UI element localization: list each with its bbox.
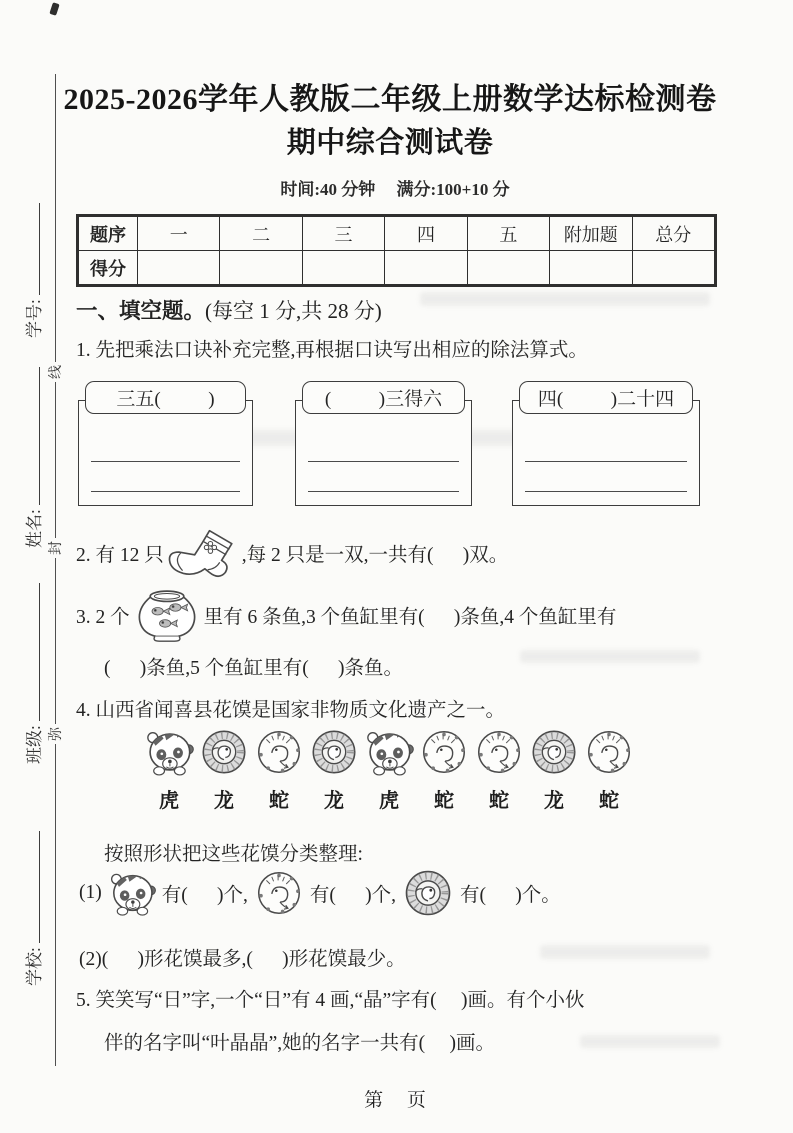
bun-item: [417, 723, 471, 813]
question-3-line-2: ( )条鱼,5 个鱼缸里有( )条鱼。: [104, 658, 403, 679]
dragon-bun-icon: [307, 723, 361, 781]
rhyme-box-2: [295, 381, 472, 506]
column-3: 三: [302, 217, 384, 251]
score-cell: [138, 251, 220, 285]
rhyme-box-3-label: 四( )二十四: [519, 381, 693, 414]
answer-line: [308, 461, 459, 462]
bun-label: 虎: [159, 790, 179, 812]
bun-item: [362, 723, 416, 813]
score-cell: [302, 251, 384, 285]
rhyme-box-1-body: [78, 400, 253, 506]
rhyme-box-3: [512, 381, 700, 506]
answer-line: [308, 491, 459, 492]
seal-char-xian: 线: [45, 362, 65, 382]
score-table-header-row: [79, 217, 715, 251]
question-3-line-1: 3. 2 个 里有 6 条鱼,3 个鱼缸里有( )条鱼,4 个鱼缸里有: [76, 586, 616, 644]
question-4-sub-2: (2)( )形花馍最多,( )形花馍最少。: [79, 949, 406, 970]
scan-ink-mark: [49, 2, 59, 16]
bun-item: [307, 723, 361, 813]
snake-bun-icon: [417, 723, 471, 781]
class-label: 班级:: [25, 725, 44, 764]
question-5-line-1: 5. 笑笑写“日”字,一个“日”有 4 画,“晶”字有( )画。有个小伙: [76, 990, 585, 1011]
bun-label: 蛇: [269, 790, 289, 812]
section-1-heading: [76, 294, 382, 325]
answer-line: [91, 491, 240, 492]
seal-char-mi: 弥: [45, 724, 65, 744]
class-blank: [21, 583, 40, 721]
question-order-label: 题序: [79, 217, 138, 251]
score-cell: [467, 251, 549, 285]
flower-bun-row: [142, 723, 636, 813]
bleed-through-smudge: [580, 1035, 720, 1048]
question-1-text: 1. 先把乘法口诀补充完整,再根据口诀写出相应的除法算式。: [76, 340, 588, 361]
answer-line: [91, 461, 240, 462]
column-4: 四: [385, 217, 467, 251]
dragon-bun-icon: [197, 723, 251, 781]
rhyme-box-2-label: ( )三得六: [302, 381, 465, 414]
time-score-info: 时间:40 分钟 满分:100+10 分: [280, 180, 510, 199]
score-cell: [550, 251, 632, 285]
tiger-bun-icon: [362, 723, 416, 781]
school-field: [20, 831, 45, 986]
column-1: 一: [138, 217, 220, 251]
seal-char-feng: 封: [45, 538, 65, 558]
column-5: 五: [467, 217, 549, 251]
question-4-sort-text: 按照形状把这些花馍分类整理:: [104, 844, 363, 865]
tiger-bun-icon: [106, 866, 158, 920]
bun-label: 虎: [379, 790, 399, 812]
bun-label: 龙: [214, 790, 234, 812]
column-2: 二: [220, 217, 302, 251]
column-bonus: 附加题: [550, 217, 632, 251]
score-cell: [632, 251, 714, 285]
bleed-through-smudge: [420, 292, 710, 306]
bun-item: [527, 723, 581, 813]
question-4-text: 4. 山西省闻喜县花馍是国家非物质文化遗产之一。: [76, 700, 506, 721]
snake-bun-icon: [472, 723, 526, 781]
bun-label: 龙: [544, 790, 564, 812]
section-1-note: (每空 1 分,共 28 分): [205, 299, 382, 323]
sock-icon: [164, 525, 242, 581]
tiger-bun-icon: [142, 723, 196, 781]
column-total: 总分: [632, 217, 714, 251]
name-blank: [21, 367, 40, 505]
score-cell: [385, 251, 467, 285]
name-field: [20, 367, 45, 548]
section-1-title: 一、填空题。: [76, 299, 206, 323]
bun-item: [582, 723, 636, 813]
dragon-bun-icon: [400, 864, 456, 922]
fishbowl-icon: [134, 586, 200, 644]
bun-item: [197, 723, 251, 813]
student-id-field: [20, 203, 45, 338]
bun-label: 龙: [324, 790, 344, 812]
class-field: [20, 583, 45, 764]
name-label: 姓名:: [25, 509, 44, 548]
bleed-through-smudge: [540, 945, 710, 959]
rhyme-box-1: [78, 381, 253, 506]
snake-bun-icon: [582, 723, 636, 781]
paper-subtitle: 期中综合测试卷: [286, 127, 494, 159]
paper-title: 2025-2026学年人教版二年级上册数学达标检测卷: [63, 83, 717, 116]
bun-item: [472, 723, 526, 813]
answer-line: [525, 461, 687, 462]
answer-line: [525, 491, 687, 492]
rhyme-box-1-label: 三五( ): [85, 381, 246, 414]
page-footer: 第 页: [364, 1090, 426, 1111]
student-id-label: 学号:: [25, 299, 44, 338]
score-cell: [220, 251, 302, 285]
score-label: 得分: [79, 251, 138, 285]
bun-item: [252, 723, 306, 813]
school-label: 学校:: [25, 947, 44, 986]
score-table-score-row: [79, 251, 715, 285]
rhyme-box-3-body: [512, 400, 700, 506]
score-table: [76, 214, 717, 287]
bun-label: 蛇: [489, 790, 509, 812]
bun-item: [142, 723, 196, 813]
bleed-through-smudge: [520, 650, 700, 663]
question-2: 2. 有 12 只 ,每 2 只是一双,一共有( )双。: [76, 525, 508, 581]
snake-bun-icon: [252, 865, 306, 921]
student-id-blank: [21, 203, 40, 295]
dragon-bun-icon: [527, 723, 581, 781]
bun-label: 蛇: [434, 790, 454, 812]
question-5-line-2: 伴的名字叫“叶晶晶”,她的名字一共有( )画。: [104, 1033, 496, 1054]
rhyme-box-2-body: [295, 400, 472, 506]
bun-label: 蛇: [599, 790, 619, 812]
question-4-sub-1: (1) 有( )个, 有( )个, 有( )个。: [79, 864, 561, 922]
school-blank: [21, 831, 40, 943]
snake-bun-icon: [252, 723, 306, 781]
binding-seal-line: [55, 74, 56, 1066]
